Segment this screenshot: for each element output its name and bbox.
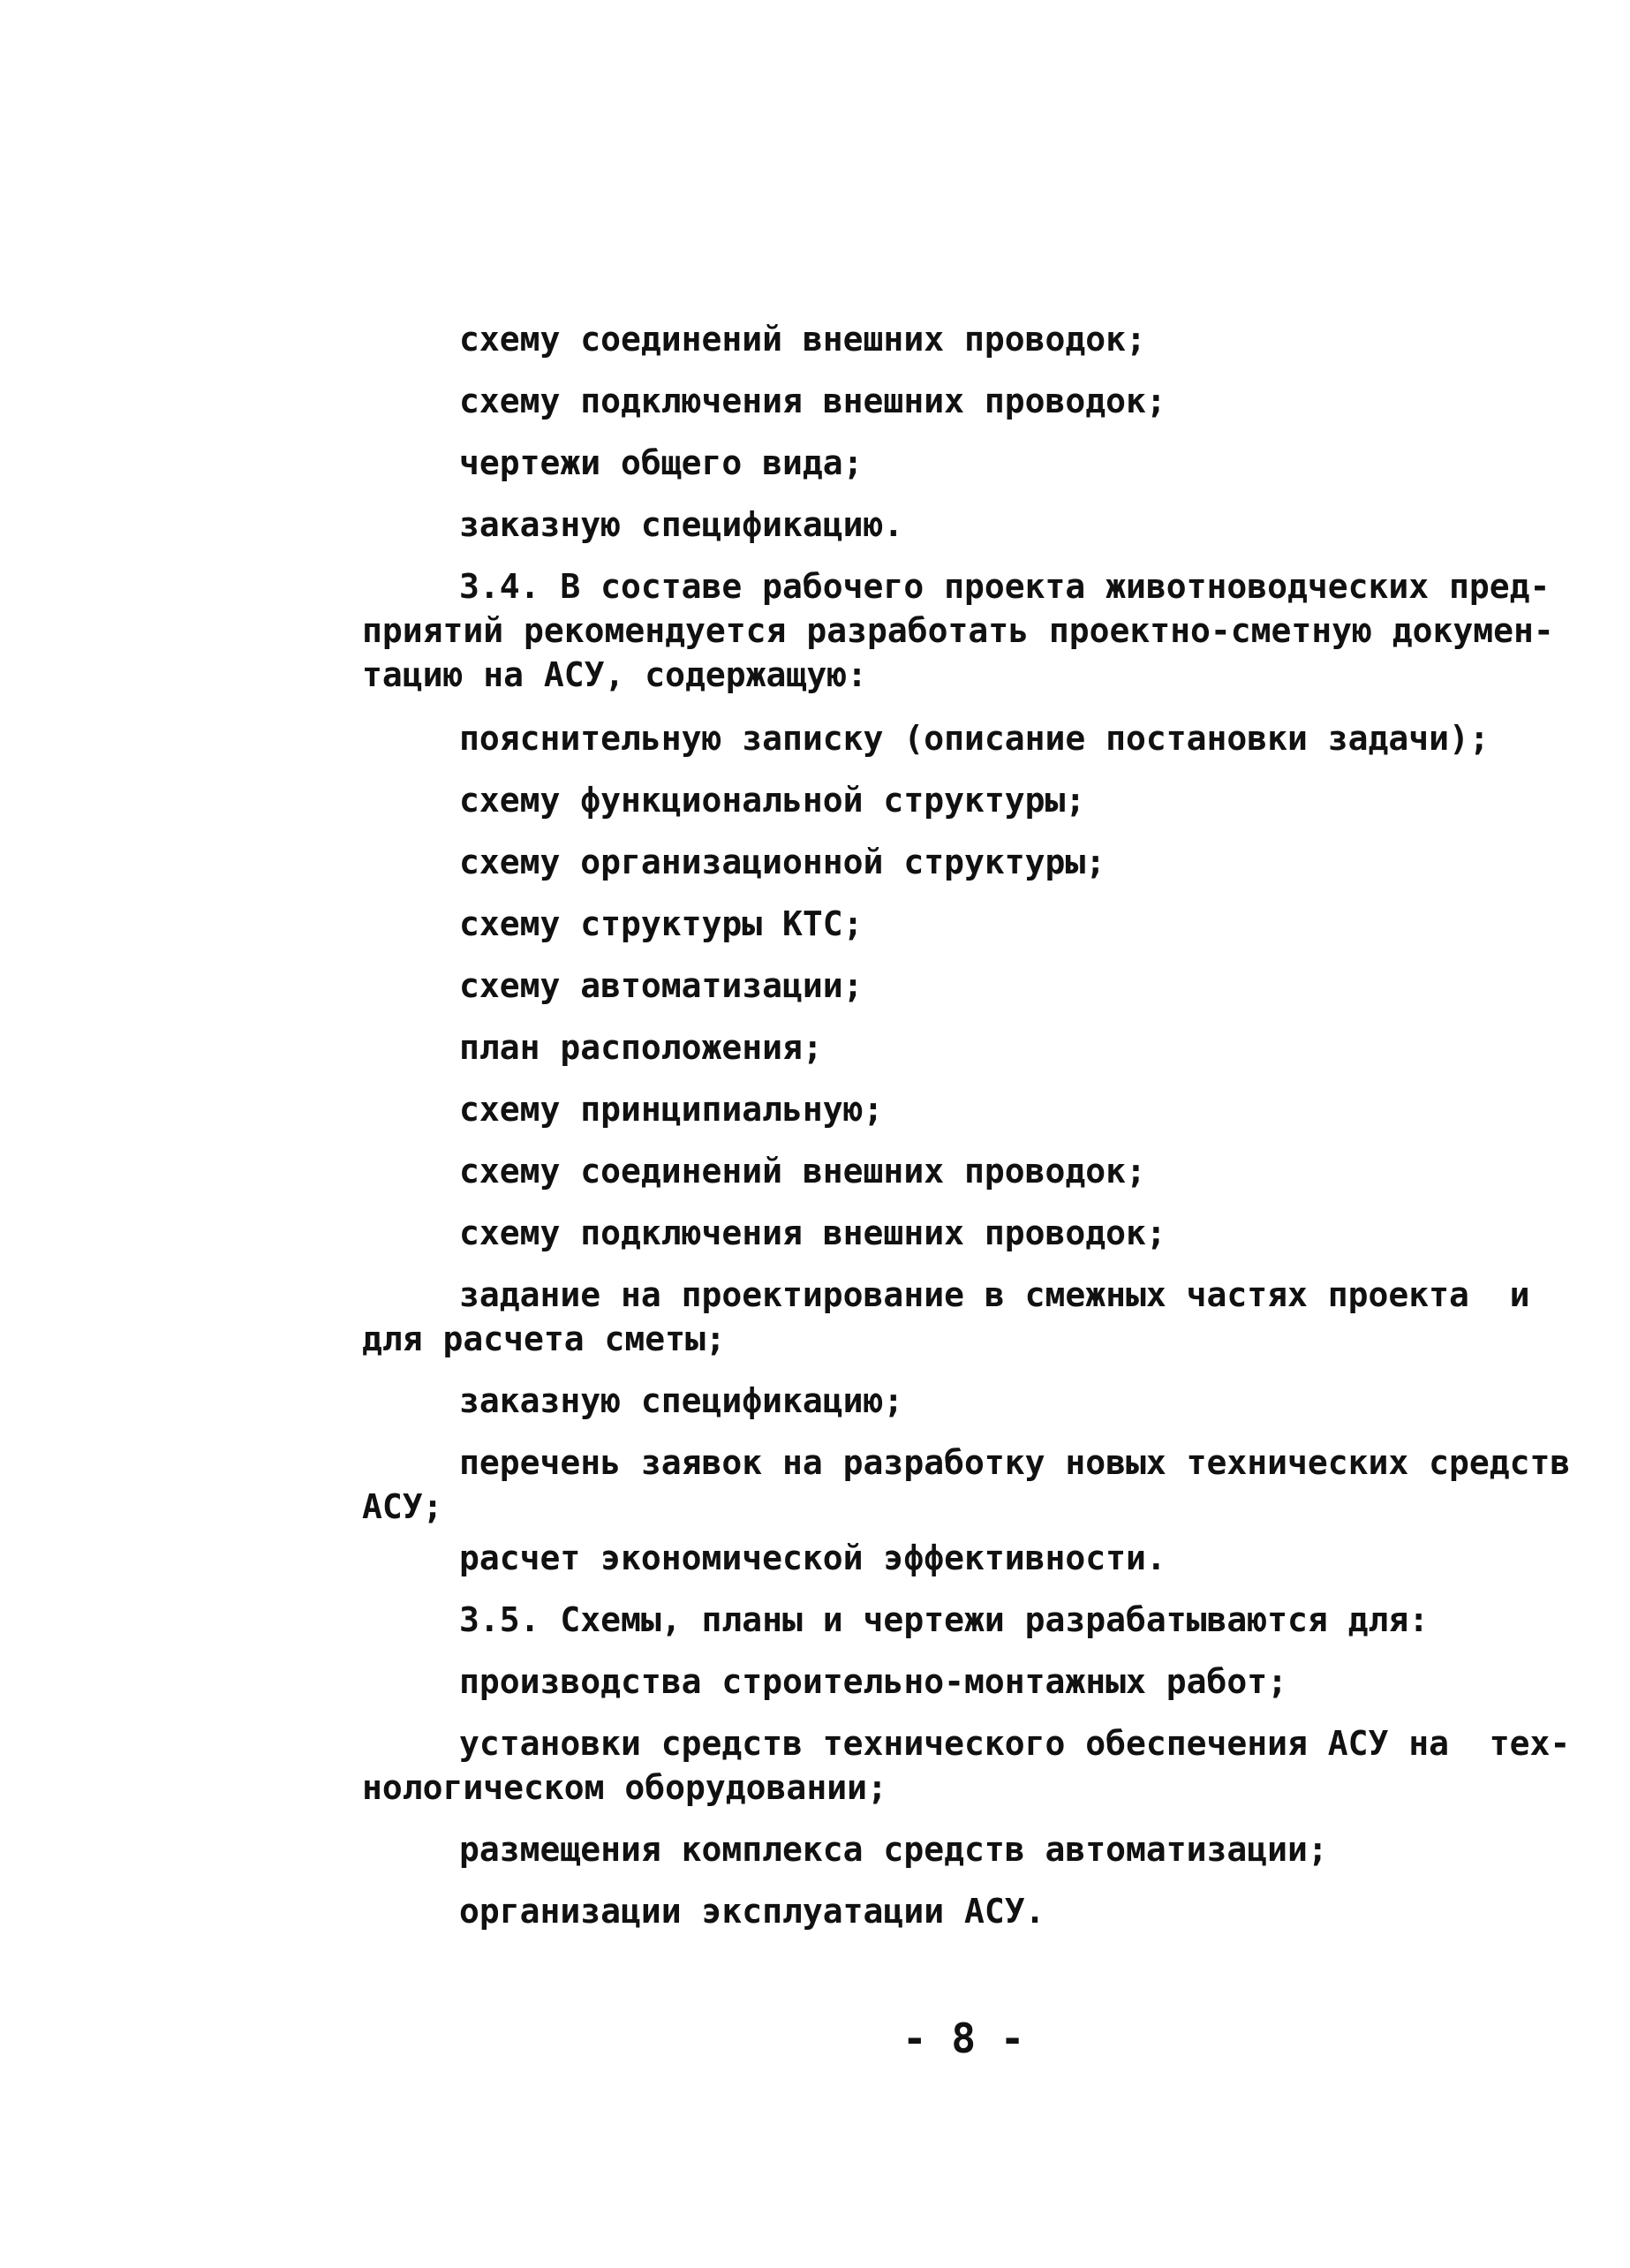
list-item: схему подключения внешних проводок; [459,382,1166,420]
list-item: чертежи общего вида; [459,443,864,482]
list-item: организации эксплуатации АСУ. [459,1892,1045,1931]
list-item-continuation: для расчета сметы; [362,1319,726,1358]
list-item: расчет экономической эффективности. [459,1538,1166,1577]
list-item: заказную спецификацию; [459,1381,904,1420]
list-item: схему автоматизации; [459,966,864,1005]
list-item: производства строительно-монтажных работ; [459,1662,1287,1701]
list-item: размещения комплекса средств автоматизации; [459,1830,1328,1869]
list-item: схему соединений внешних проводок; [459,1152,1146,1191]
list-item-continuation: нологическом оборудовании; [362,1768,887,1807]
list-item: схему принципиальную; [459,1090,884,1129]
list-item: схему соединений внешних проводок; [459,320,1146,359]
paragraph-line: тацию на АСУ, содержащую: [362,655,867,694]
list-item: схему структуры КТС; [459,904,864,943]
list-item: схему организационной структуры; [459,843,1106,881]
list-item: пояснительную записку (описание постановки задачи); [459,719,1490,758]
list-item: схему функциональной структуры; [459,781,1086,820]
paragraph-line: приятий рекомендуется разработать проектно-сметную докумен- [362,611,1554,650]
section-3-5-heading-line: 3.5. Схемы, планы и чертежи разрабатываются для: [459,1600,1430,1639]
list-item: задание на проектирование в смежных частях проекта и [459,1275,1530,1314]
page-number: - 8 - [902,2015,1025,2062]
list-item: план расположения; [459,1028,823,1067]
list-item: схему подключения внешних проводок; [459,1213,1166,1252]
list-item: заказную спецификацию. [459,505,904,544]
list-item: установки средств технического обеспечения АСУ на тех- [459,1724,1571,1763]
list-item: перечень заявок на разработку новых технических средств [459,1443,1571,1482]
section-3-4-heading-line: 3.4. В составе рабочего проекта животноводческих пред- [459,567,1551,606]
list-item-continuation: АСУ; [362,1487,443,1526]
